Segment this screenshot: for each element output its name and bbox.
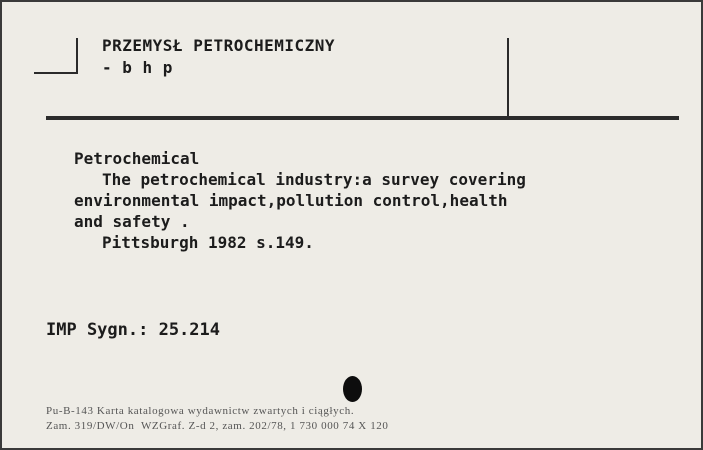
- title-line-1: The petrochemical industry:a survey covering: [102, 170, 526, 189]
- footer-line-2: Zam. 319/DW/On WZGraf. Z-d 2, zam. 202/78, 1 730 000 74 X 120: [46, 420, 389, 432]
- title-line-3: and safety .: [74, 212, 190, 231]
- punch-hole: [343, 376, 362, 402]
- bibliographic-entry: [74, 148, 694, 253]
- publication-info: Pittsburgh 1982 s.149.: [102, 233, 314, 252]
- footer-line-1: Pu-B-143 Karta katalogowa wydawnictw zwartych i ciągłych.: [46, 405, 355, 417]
- subject-heading: [102, 35, 335, 79]
- card-footer: [46, 404, 389, 434]
- horizontal-divider: [46, 116, 679, 120]
- heading-line-2: - b h p: [102, 58, 173, 77]
- vertical-divider: [507, 38, 509, 116]
- title-line-2: environmental impact,pollution control,health: [74, 191, 508, 210]
- subject-keyword: Petrochemical: [74, 149, 200, 168]
- shelf-signature: IMP Sygn.: 25.214: [46, 320, 220, 340]
- corner-bracket-mark: [34, 38, 78, 74]
- heading-line-1: PRZEMYSŁ PETROCHEMICZNY: [102, 36, 336, 55]
